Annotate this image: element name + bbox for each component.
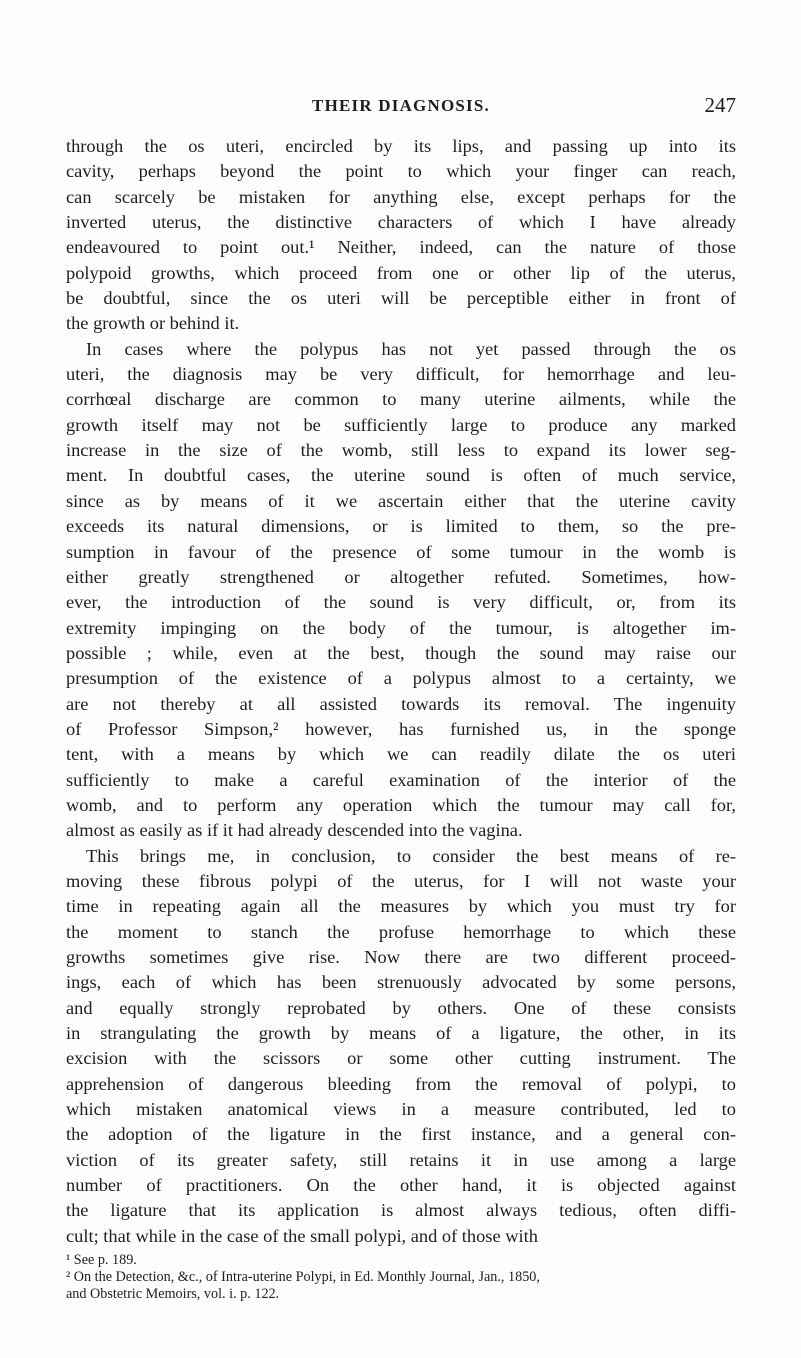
text-line: either greatly strengthened or altogether refuted. Sometimes, how- xyxy=(66,566,736,587)
footnote: ² On the Detection, &c., of Intra-uterine Polypi, in Ed. Monthly Journal, Jan., 1850, xyxy=(66,1269,540,1285)
text-line: increase in the size of the womb, still less to expand its lower seg- xyxy=(66,440,736,461)
text-line: and equally strongly reprobated by others. One of these consists xyxy=(66,997,736,1018)
text-line: the ligature that its application is almost always tedious, often diffi- xyxy=(66,1200,736,1221)
text-line: ings, each of which has been strenuously advocated by some persons, xyxy=(66,972,736,993)
text-line: exceeds its natural dimensions, or is limited to them, so the pre- xyxy=(66,516,736,537)
text-line: almost as easily as if it had already descended into the vagina. xyxy=(66,820,523,841)
text-line: be doubtful, since the os uteri will be perceptible either in front of xyxy=(66,288,736,309)
text-line: which mistaken anatomical views in a measure contributed, led to xyxy=(66,1099,736,1120)
text-line: number of practitioners. On the other hand, it is objected against xyxy=(66,1175,736,1196)
text-line: ment. In doubtful cases, the uterine sound is often of much service, xyxy=(66,465,736,486)
page-number: 247 xyxy=(704,93,736,117)
text-line: excision with the scissors or some other cutting instrument. The xyxy=(66,1048,736,1069)
text-line: ever, the introduction of the sound is very difficult, or, from its xyxy=(66,592,736,613)
text-line: the adoption of the ligature in the first instance, and a general con- xyxy=(66,1124,736,1145)
text-line: corrhœal discharge are common to many uterine ailments, while the xyxy=(66,389,736,410)
text-line: This brings me, in conclusion, to consider the best means of re- xyxy=(86,845,736,866)
text-line: are not thereby at all assisted towards its removal. The ingenuity xyxy=(66,693,736,714)
text-line: viction of its greater safety, still retains it in use among a large xyxy=(66,1149,736,1170)
text-line: uteri, the diagnosis may be very difficult, for hemorrhage and leu- xyxy=(66,364,736,385)
text-line: growth itself may not be sufficiently large to produce any marked xyxy=(66,414,736,435)
footnotes xyxy=(66,1252,736,1303)
text-line: sufficiently to make a careful examination of the interior of the xyxy=(66,769,736,790)
text-line: In cases where the polypus has not yet passed through the os xyxy=(86,338,736,359)
text-line: polypoid growths, which proceed from one or other lip of the uterus, xyxy=(66,262,736,283)
footnote: and Obstetric Memoirs, vol. i. p. 122. xyxy=(66,1286,280,1302)
text-line: in strangulating the growth by means of a ligature, the other, in its xyxy=(66,1023,736,1044)
text-line: possible ; while, even at the best, though the sound may raise our xyxy=(66,642,736,663)
text-line: through the os uteri, encircled by its lips, and passing up into its xyxy=(66,136,736,156)
text-line: can scarcely be mistaken for anything else, except perhaps for the xyxy=(66,186,736,207)
text-line: time in repeating again all the measures by which you must try for xyxy=(66,896,736,917)
text-line: cult; that while in the case of the small polypi, and of those with xyxy=(66,1225,538,1246)
text-line: the moment to stanch the profuse hemorrhage to which these xyxy=(66,921,736,942)
text-line: womb, and to perform any operation which the tumour may call for, xyxy=(66,794,736,815)
text-line: growths sometimes give rise. Now there are two different proceed- xyxy=(66,947,736,967)
text-line: sumption in favour of the presence of some tumour in the womb is xyxy=(66,541,736,562)
text-line: the growth or behind it. xyxy=(66,313,240,334)
text-line: inverted uterus, the distinctive characters of which I have already xyxy=(66,212,736,233)
text-line: tent, with a means by which we can readily dilate the os uteri xyxy=(66,744,736,765)
body-text xyxy=(66,134,736,1249)
text-line: moving these fibrous polypi of the uterus, for I will not waste your xyxy=(66,870,736,891)
text-line: apprehension of dangerous bleeding from the removal of polypi, to xyxy=(66,1073,736,1094)
text-line: endeavoured to point out.¹ Neither, indeed, can the nature of those xyxy=(66,237,736,258)
text-line: since as by means of it we ascertain either that the uterine cavity xyxy=(66,490,736,511)
text-line: presumption of the existence of a polypus almost to a certainty, we xyxy=(66,668,736,689)
running-title: THEIR DIAGNOSIS. xyxy=(312,96,490,115)
text-line: cavity, perhaps beyond the point to which your finger can reach, xyxy=(66,161,736,182)
running-head xyxy=(66,93,736,122)
footnote: ¹ See p. 189. xyxy=(66,1252,137,1268)
text-line: of Professor Simpson,² however, has furnished us, in the sponge xyxy=(66,718,736,739)
text-line: extremity impinging on the body of the tumour, is altogether im- xyxy=(66,617,736,638)
